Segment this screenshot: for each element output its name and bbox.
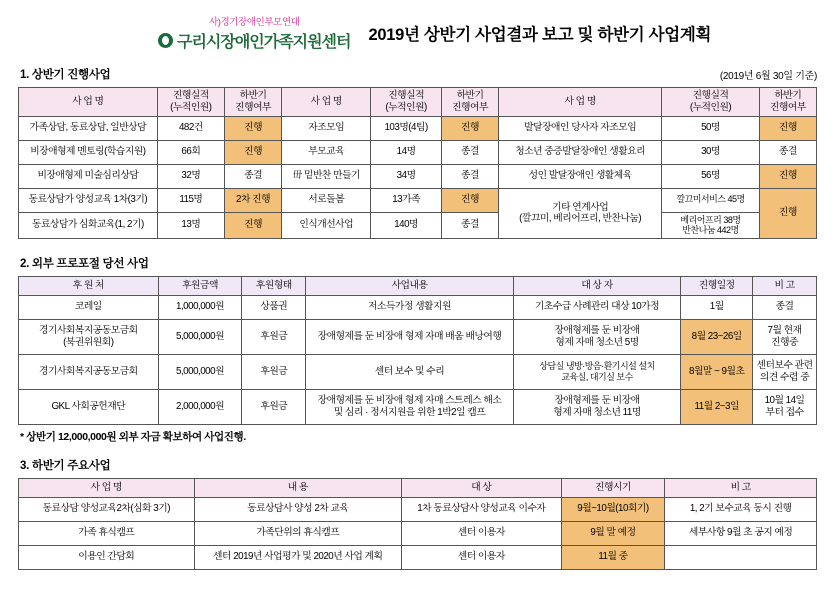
cell-schedule: 8월 23~26일 bbox=[681, 320, 753, 355]
cell-content: 동료상담사 양성 2차 교육 bbox=[194, 498, 401, 522]
cell-content: 센터 2019년 사업평가 및 2020년 사업 계획 bbox=[194, 546, 401, 570]
cell-result: 482건 bbox=[157, 116, 224, 140]
document-header bbox=[18, 14, 817, 52]
cell-target: 상담실 냉방·방음·환기시설 설치 교육실, 대기실 보수 bbox=[513, 355, 681, 390]
organization-subtitle: 사)경기장애인부모연대 bbox=[208, 17, 300, 28]
table-row bbox=[19, 546, 817, 570]
table-header-row bbox=[19, 277, 817, 296]
cell-result: 103명(4팀) bbox=[371, 116, 442, 140]
cell-half: 진행 bbox=[759, 164, 816, 188]
cell-content: 센터 보수 및 수리 bbox=[306, 355, 513, 390]
table-row bbox=[19, 522, 817, 546]
cell-half: 진행 bbox=[759, 116, 816, 140]
section1-note: (2019년 6월 30일 기준) bbox=[719, 71, 817, 82]
col-result-1: 진행실적 (누적인원) bbox=[157, 88, 224, 117]
cell-note: 종결 bbox=[753, 296, 817, 320]
cell-type: 후원금 bbox=[242, 320, 306, 355]
col-result-2: 진행실적 (누적인원) bbox=[371, 88, 442, 117]
col-type: 후원형태 bbox=[242, 277, 306, 296]
section2-heading: 2. 외부 프로포절 당선 사업 bbox=[20, 258, 149, 271]
col-amount: 후원금액 bbox=[158, 277, 242, 296]
table-header-row bbox=[19, 88, 817, 117]
cell-name: 동료상담가 양성교육 1차(3기) bbox=[19, 188, 158, 212]
cell-name: 가족 휴식캠프 bbox=[19, 522, 195, 546]
cell-name: 기타 연계사업 (깔끄미, 베리어프리, 반찬나눔) bbox=[499, 188, 662, 239]
table-row bbox=[19, 164, 817, 188]
section2-table bbox=[18, 276, 817, 425]
cell-content: 장애형제를 둔 비장애 형제 자매 배움 배낭여행 bbox=[306, 320, 513, 355]
section3-heading: 3. 하반기 주요사업 bbox=[20, 460, 111, 473]
cell-sponsor: 코레일 bbox=[19, 296, 159, 320]
cell-sponsor: 경기사회복지공동모금회 bbox=[19, 355, 159, 390]
cell-note: 센터보수 관련 의견 수렴 중 bbox=[753, 355, 817, 390]
cell-result: 115명 bbox=[157, 188, 224, 212]
cell-name: 인식개선사업 bbox=[282, 212, 371, 239]
cell-result: 30명 bbox=[662, 140, 760, 164]
cell-target: 센터 이용자 bbox=[402, 522, 562, 546]
section1-heading-row bbox=[20, 66, 817, 82]
cell-result: 50명 bbox=[662, 116, 760, 140]
cell-name: 동료상담가 심화교육(1, 2기) bbox=[19, 212, 158, 239]
cell-content: 저소득가정 생활지원 bbox=[306, 296, 513, 320]
table-row bbox=[19, 116, 817, 140]
col-content: 사업내용 bbox=[306, 277, 513, 296]
cell-target: 센터 이용자 bbox=[402, 546, 562, 570]
section2-heading-row bbox=[20, 255, 817, 271]
cell-content: 가족단위의 휴식캠프 bbox=[194, 522, 401, 546]
organization-logo bbox=[158, 14, 350, 52]
cell-target: 기초수급 사례관리 대상 10가정 bbox=[513, 296, 681, 320]
logo-mark-icon bbox=[158, 33, 173, 48]
col-name-3: 사 업 명 bbox=[499, 88, 662, 117]
cell-half: 종결 bbox=[441, 164, 498, 188]
cell-half: 진행 bbox=[441, 188, 498, 212]
cell-name: 성인 발달장애인 생활체육 bbox=[499, 164, 662, 188]
table-row bbox=[19, 212, 817, 239]
table-row bbox=[19, 355, 817, 390]
col-note: 비 고 bbox=[665, 479, 817, 498]
cell-half: 진행 bbox=[225, 140, 282, 164]
section1-table bbox=[18, 87, 817, 239]
col-schedule: 진행일정 bbox=[681, 277, 753, 296]
cell-schedule: 9월~10월(10회기) bbox=[561, 498, 665, 522]
col-target: 대 상 자 bbox=[513, 277, 681, 296]
cell-result: 56명 bbox=[662, 164, 760, 188]
cell-type: 후원금 bbox=[242, 355, 306, 390]
table-row bbox=[19, 140, 817, 164]
table-row bbox=[19, 188, 817, 212]
cell-sponsor: 경기사회복지공동모금회 (북권위원회) bbox=[19, 320, 159, 355]
cell-schedule: 11월 중 bbox=[561, 546, 665, 570]
cell-target: 장애형제를 둔 비장애 형제 자매 청소년 5명 bbox=[513, 320, 681, 355]
cell-half: 진행 bbox=[225, 212, 282, 239]
cell-type: 후원금 bbox=[242, 390, 306, 425]
section2-footnote: * 상반기 12,000,000원 외부 자금 확보하여 사업진행. bbox=[20, 431, 246, 444]
cell-half: 종결 bbox=[225, 164, 282, 188]
cell-half: 종결 bbox=[441, 212, 498, 239]
cell-sponsor: GKL 사회공헌재단 bbox=[19, 390, 159, 425]
table-row bbox=[19, 498, 817, 522]
cell-amount: 2,000,000원 bbox=[158, 390, 242, 425]
cell-name: 발달장애인 당사자 자조모임 bbox=[499, 116, 662, 140]
cell-result: 14명 bbox=[371, 140, 442, 164]
col-half-3: 하반기 진행여부 bbox=[759, 88, 816, 117]
cell-target: 장애형제를 둔 비장애 형제 자매 청소년 11명 bbox=[513, 390, 681, 425]
cell-name: 비장애형제 미술심리상담 bbox=[19, 164, 158, 188]
cell-half: 진행 bbox=[441, 116, 498, 140]
cell-name: 비장애형제 멘토링(학습지원) bbox=[19, 140, 158, 164]
cell-name: 서로돌봄 bbox=[282, 188, 371, 212]
cell-schedule: 1월 bbox=[681, 296, 753, 320]
col-sponsor: 후 원 처 bbox=[19, 277, 159, 296]
cell-name: 毌 밑반찬 만들기 bbox=[282, 164, 371, 188]
cell-schedule: 9월 말 예정 bbox=[561, 522, 665, 546]
cell-half: 진행 bbox=[225, 116, 282, 140]
cell-content: 장애형제를 둔 비장애 형제 자매 스트레스 해소 및 심리 · 정서지원을 위한 1박2일 캠프 bbox=[306, 390, 513, 425]
cell-name: 가족상담, 동료상담, 일반상담 bbox=[19, 116, 158, 140]
cell-result: 13가족 bbox=[371, 188, 442, 212]
cell-amount: 1,000,000원 bbox=[158, 296, 242, 320]
col-schedule: 진행시기 bbox=[561, 479, 665, 498]
cell-schedule: 8월말 ~ 9월초 bbox=[681, 355, 753, 390]
cell-name: 자조모임 bbox=[282, 116, 371, 140]
col-target: 대 상 bbox=[402, 479, 562, 498]
cell-note: 세부사항 9월 초 공지 예정 bbox=[665, 522, 817, 546]
cell-name: 청소년 중증발달장애인 생활요리 bbox=[499, 140, 662, 164]
cell-note: 1, 2기 보수교육 동시 진행 bbox=[665, 498, 817, 522]
section3-table bbox=[18, 478, 817, 570]
cell-half: 2차 진행 bbox=[225, 188, 282, 212]
cell-note: 10월 14일 부터 접수 bbox=[753, 390, 817, 425]
cell-result: 140명 bbox=[371, 212, 442, 239]
cell-result: 13명 bbox=[157, 212, 224, 239]
cell-amount: 5,000,000원 bbox=[158, 355, 242, 390]
col-result-3: 진행실적 (누적인원) bbox=[662, 88, 760, 117]
cell-result: 66회 bbox=[157, 140, 224, 164]
col-name: 사 업 명 bbox=[19, 479, 195, 498]
cell-name: 이용인 간담회 bbox=[19, 546, 195, 570]
cell-half: 종결 bbox=[759, 140, 816, 164]
table-header-row bbox=[19, 479, 817, 498]
col-name-2: 사 업 명 bbox=[282, 88, 371, 117]
cell-result: 베리어프리 38명 반찬나눔 442명 bbox=[662, 212, 760, 239]
organization-name: 구리시장애인가족지원센터 bbox=[177, 34, 351, 51]
table-row bbox=[19, 296, 817, 320]
cell-schedule: 11월 2~3일 bbox=[681, 390, 753, 425]
col-content: 내 용 bbox=[194, 479, 401, 498]
col-half-2: 하반기 진행여부 bbox=[441, 88, 498, 117]
cell-name: 동료상담 양성교육2차(심화 3기) bbox=[19, 498, 195, 522]
cell-result: 깔끄미서비스 45명 bbox=[662, 188, 760, 212]
cell-half: 진행 bbox=[759, 188, 816, 239]
cell-half: 종결 bbox=[441, 140, 498, 164]
col-note: 비 고 bbox=[753, 277, 817, 296]
cell-result: 32명 bbox=[157, 164, 224, 188]
cell-amount: 5,000,000원 bbox=[158, 320, 242, 355]
section1-heading: 1. 상반기 진행사업 bbox=[20, 69, 111, 81]
cell-result: 34명 bbox=[371, 164, 442, 188]
cell-target: 1차 동료상담사 양성교육 이수자 bbox=[402, 498, 562, 522]
col-half-1: 하반기 진행여부 bbox=[225, 88, 282, 117]
cell-note: 7월 현재 진행중 bbox=[753, 320, 817, 355]
section3-heading-row bbox=[20, 457, 817, 473]
cell-type: 상품권 bbox=[242, 296, 306, 320]
table-row bbox=[19, 320, 817, 355]
cell-note bbox=[665, 546, 817, 570]
col-name-1: 사 업 명 bbox=[19, 88, 158, 117]
cell-name: 부모교육 bbox=[282, 140, 371, 164]
table-row bbox=[19, 390, 817, 425]
page-title: 2019년 상반기 사업결과 보고 및 하반기 사업계획 bbox=[368, 26, 712, 44]
